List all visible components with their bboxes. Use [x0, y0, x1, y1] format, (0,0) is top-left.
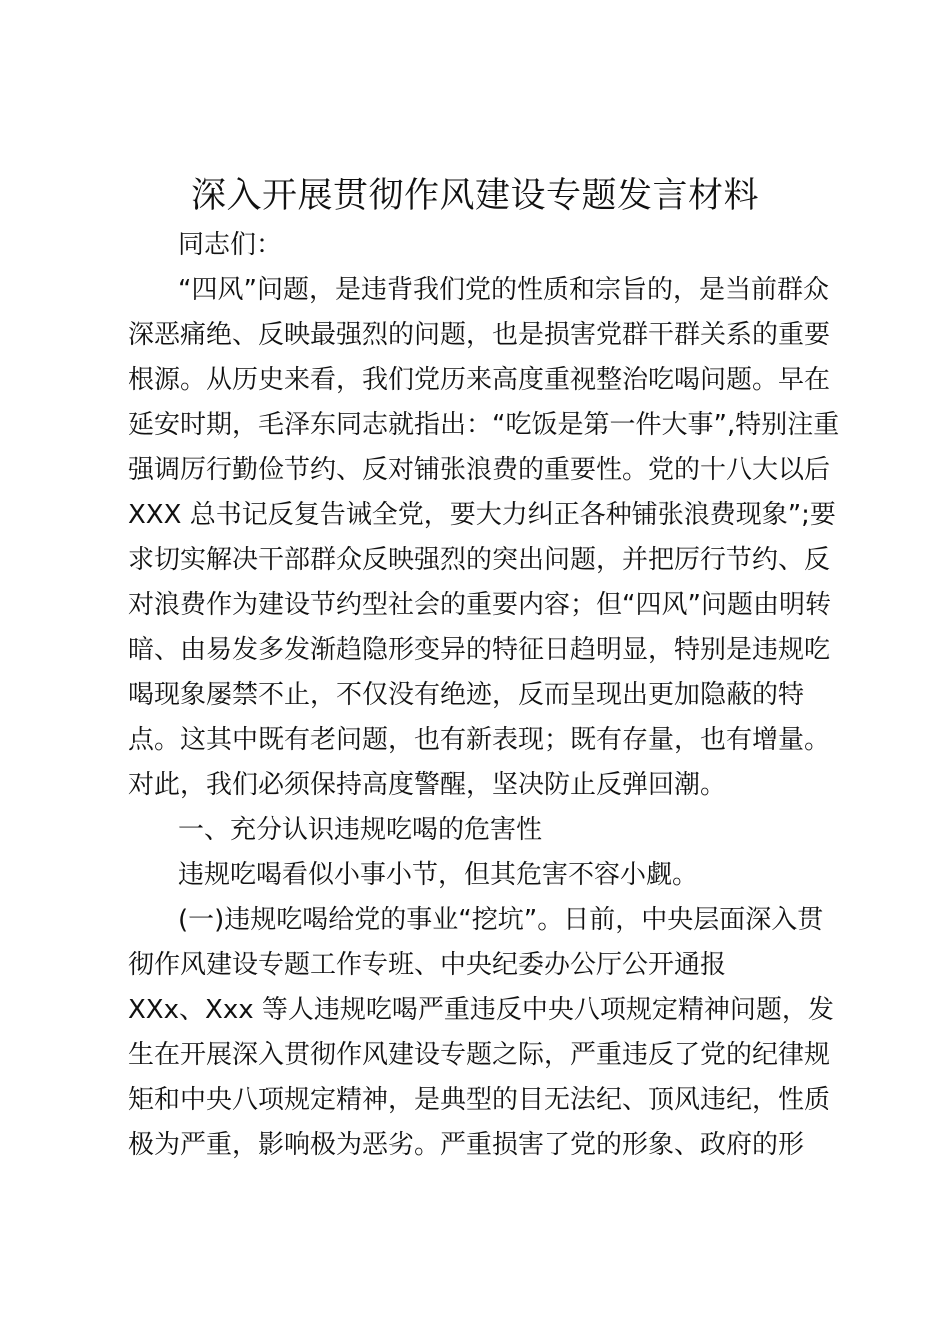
paragraph-line: (一)违规吃喝给党的事业“挖坑”。日前，中央层面深入贯	[178, 905, 824, 935]
paragraph-line: 喝现象屡禁不止，不仅没有绝迹，反而呈现出更加隐蔽的特	[128, 680, 805, 710]
section-heading: 一、充分认识违规吃喝的危害性	[178, 815, 543, 845]
paragraph-line: 对浪费作为建设节约型社会的重要内容；但“四风”问题由明转	[128, 590, 831, 620]
paragraph-line: 点。这其中既有老问题，也有新表现；既有存量，也有增量。	[128, 725, 831, 755]
paragraph-line: 生在开展深入贯彻作风建设专题之际，严重违反了党的纪律规	[128, 1040, 831, 1070]
paragraph-line: 违规吃喝看似小事小节，但其危害不容小觑。	[178, 860, 699, 890]
paragraph-line: 求切实解决干部群众反映强烈的突出问题，并把厉行节约、反	[128, 545, 831, 575]
paragraph-line: 矩和中央八项规定精神，是典型的目无法纪、顶风违纪，性质	[128, 1085, 831, 1115]
salutation: 同志们：	[178, 230, 283, 260]
paragraph-line: 强调厉行勤俭节约、反对铺张浪费的重要性。党的十八大以后	[128, 455, 831, 485]
paragraph-line: 彻作风建设专题工作专班、中央纪委办公厅公开通报	[128, 950, 727, 980]
paragraph-line: XXX 总书记反复告诫全党，要大力纠正各种铺张浪费现象”;要	[128, 500, 836, 530]
document-title: 深入开展贯彻作风建设专题发言材料	[190, 176, 759, 216]
paragraph-line: 深恶痛绝、反映最强烈的问题，也是损害党群干群关系的重要	[128, 320, 831, 350]
paragraph-line: 根源。从历史来看，我们党历来高度重视整治吃喝问题。早在	[128, 365, 831, 395]
paragraph-line: 延安时期，毛泽东同志就指出：“吃饭是第一件大事”,特别注重	[128, 410, 840, 440]
paragraph-line: “四风”问题，是违背我们党的性质和宗旨的，是当前群众	[178, 275, 829, 305]
paragraph-line: 对此，我们必须保持高度警醒，坚决防止反弹回潮。	[128, 770, 727, 800]
paragraph-line: 暗、由易发多发渐趋隐形变异的特征日趋明显，特别是违规吃	[128, 635, 831, 665]
paragraph-line: 极为严重，影响极为恶劣。严重损害了党的形象、政府的形	[128, 1130, 805, 1160]
paragraph-line: XXx、Xxx 等人违规吃喝严重违反中央八项规定精神问题，发	[128, 995, 834, 1025]
